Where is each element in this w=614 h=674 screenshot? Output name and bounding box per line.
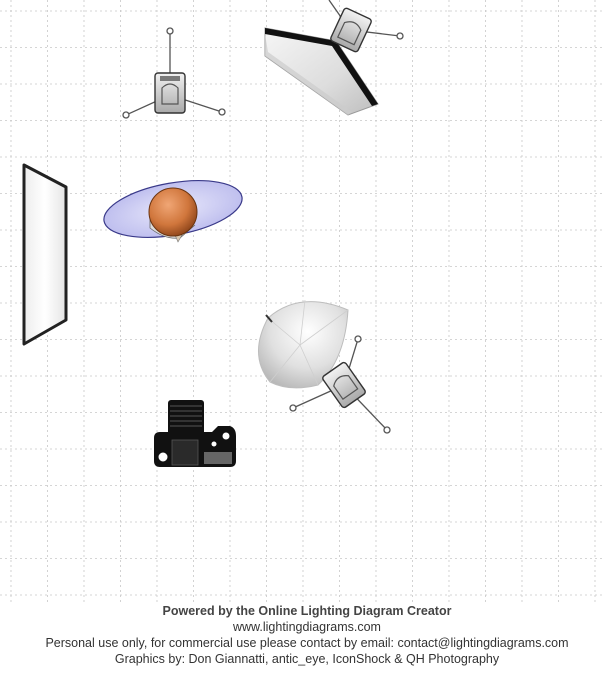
softbox[interactable] xyxy=(265,0,403,115)
camera-lcd xyxy=(172,440,198,465)
footer-title: Powered by the Online Lighting Diagram Creator xyxy=(162,604,452,618)
camera-info-panel xyxy=(204,452,232,464)
camera-button xyxy=(158,452,168,462)
flash-head-top[interactable] xyxy=(123,28,225,118)
camera-dial xyxy=(222,432,230,440)
camera-button-small xyxy=(212,442,217,447)
footer-url[interactable]: www.lightingdiagrams.com xyxy=(233,620,381,634)
umbrella-light[interactable] xyxy=(258,300,390,433)
footer-license: Personal use only, for commercial use please contact by email: contact@lightingdiagrams.com xyxy=(45,636,569,650)
footer-credits: Graphics by: Don Giannatti, antic_eye, IconShock & QH Photography xyxy=(114,652,500,666)
reflector-panel[interactable] xyxy=(24,165,66,344)
camera[interactable] xyxy=(154,400,236,467)
subject-head xyxy=(149,188,197,236)
subject[interactable] xyxy=(100,171,247,247)
